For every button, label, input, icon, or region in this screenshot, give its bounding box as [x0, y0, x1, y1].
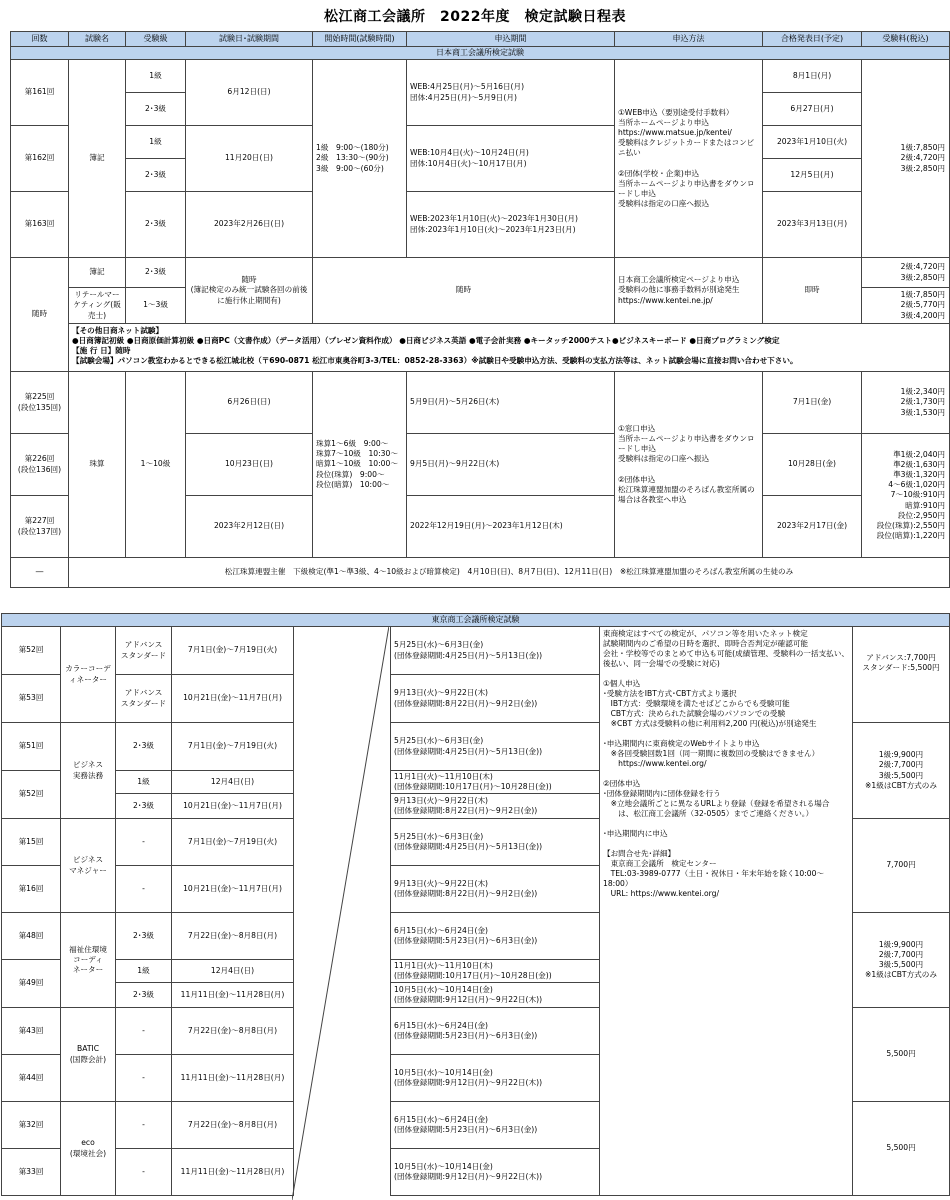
tosho-schedule-table [1, 613, 950, 1196]
other-exams-venue: 【試験会場】パソコン教室わかるとできる松江城北校（〒690-0871 松江市東奥谷町3-3/TEL：0852-28-3363）※試験日や受験申込方法、受験料の支払方法等は、ネット試験会場に直接お問い合わせ下さい。 [72, 356, 798, 366]
period-cell: WEB:2023年1月10日(火)～2023年1月30日(月) 団体:2023年1月10日(火)～2023年1月23日(月) [407, 192, 615, 258]
round-cell: 第53回 [2, 675, 61, 723]
pass-date-cell: 7月1日(金) [763, 372, 862, 434]
start-time-cell: 随時 [313, 258, 615, 324]
nissho-schedule-table [10, 31, 950, 588]
exam-date-cell: 11月11日(金)～11月28日(月) [172, 1149, 294, 1196]
fee-cell: 1級:7,850円 2級:5,770円 3級:4,200円 [862, 288, 950, 324]
grade-cell: - [116, 1102, 172, 1149]
pass-date-cell: 即時 [763, 258, 862, 324]
grade-cell: 2･3級 [116, 723, 172, 771]
table-row [11, 126, 950, 159]
round-cell: 第52回 [2, 771, 61, 819]
grade-cell: 2･3級 [126, 258, 186, 288]
header-exam-date: 試験日･試験期間 [186, 32, 313, 47]
period-cell: 2022年12月19日(月)～2023年1月12日(木) [407, 496, 615, 558]
round-cell: 第44回 [2, 1055, 61, 1102]
period-cell: 9月13日(火)～9月22日(木) (団体登録期間:8月22日(月)～9月2日(金)) [391, 794, 600, 819]
method-cell: ①WEB申込（要別途受付手数料） 当所ホームページより申込 https://www.matsue.jp/kentei/ 受験料はクレジットカードまたはコンビニ払い ②団体(学校・企業)申込 当所ホームページより申込書をダウンロードし申込 受験料は指定の口座へ振込 [615, 60, 763, 258]
exam-name-cell: BATIC (国際会計) [61, 1008, 116, 1102]
round-cell: 第48回 [2, 913, 61, 960]
round-cell: 第16回 [2, 866, 61, 913]
exam-date-cell: 10月23日(日) [186, 434, 313, 496]
other-exams-date: 【施 行 日】随時 [72, 346, 131, 356]
table-row [11, 558, 950, 588]
start-time-cell: 珠算1～6級 9:00～ 珠算7～10級 10:30～ 暗算1～10級 10:00～ 段位(珠算) 9:00～ 段位(暗算) 10:00～ [313, 372, 407, 558]
pass-date-cell: 2023年1月10日(火) [763, 126, 862, 159]
pass-date-cell: 10月28日(金) [763, 434, 862, 496]
exam-date-cell: 6月26日(日) [186, 372, 313, 434]
pass-date-cell: 2023年2月17日(金) [763, 496, 862, 558]
method-cell: 日本商工会議所検定ページより申込 受験料の他に事務手数料が別途発生 https://www.kentei.ne.jp/ [615, 258, 763, 324]
start-time-cell: 1級 9:00～(180分) 2級 13:30～(90分) 3級 9:00～(60分) [313, 60, 407, 258]
exam-date-cell: 11月11日(金)～11月28日(月) [172, 1055, 294, 1102]
grade-cell: 1～3級 [126, 288, 186, 324]
grade-cell: アドバンス スタンダード [116, 627, 172, 675]
grade-cell: アドバンス スタンダード [116, 675, 172, 723]
fee-cell: 5,500円 [853, 1008, 950, 1102]
table-row [2, 627, 950, 675]
grade-cell: 1級 [126, 60, 186, 93]
exam-date-cell: 11月11日(金)～11月28日(月) [172, 983, 294, 1008]
header-pass-date: 合格発表日(予定) [763, 32, 862, 47]
exam-date-cell: 7月1日(金)～7月19日(火) [172, 723, 294, 771]
header-start-time: 開始時間(試験時間) [313, 32, 407, 47]
exam-date-cell: 7月1日(金)～7月19日(火) [172, 819, 294, 866]
round-cell: 第43回 [2, 1008, 61, 1055]
round-cell: 第32回 [2, 1102, 61, 1149]
exam-date-cell: 2023年2月12日(日) [186, 496, 313, 558]
exam-date-cell: 随時 (簿記検定のみ統一試験各回の前後に施行休止期間有) [186, 258, 313, 324]
round-cell: 第225回 (段位135回) [11, 372, 69, 434]
fee-cell: 準1級:2,040円 準2級:1,630円 準3級:1,320円 4～6級:1,020円 7～10級:910円 暗算:910円 段位:2,950円 段位(珠算):2,550円 段位(暗算):1,220円 [862, 434, 950, 558]
grade-cell: 2･3級 [116, 913, 172, 960]
exam-date-cell: 7月22日(金)～8月8日(月) [172, 1102, 294, 1149]
period-cell: 11月1日(火)～11月10日(木) (団体登録期間:10月17日(月)～10月28日(金)) [391, 771, 600, 794]
round-cell: 第161回 [11, 60, 69, 126]
section-band-tosho: 東京商工会議所検定試験 [2, 614, 950, 627]
page-title: 松江商工会議所 2022年度 検定試験日程表 [324, 9, 626, 25]
method-cell: ①窓口申込 当所ホームページより申込書をダウンロードし申込 受験料は指定の口座へ振込 ②団体申込 松江珠算連盟加盟のそろばん教室所属の場合は各教室へ申込 [615, 372, 763, 558]
exam-date-cell: 11月20日(日) [186, 126, 313, 192]
grade-cell: 2･3級 [116, 794, 172, 819]
grade-cell: - [116, 1149, 172, 1196]
grade-cell: 1級 [116, 771, 172, 794]
other-exams-list: ●日商簿記初級 ●日商原価計算初級 ●日商PC（文書作成）（データ活用）（プレゼン資料作成） ●日商ビジネス英語 ●電子会計実務 ●キータッチ2000テスト●ビジネスキーボード ●日商プログラミング検定 [72, 336, 780, 346]
grade-cell: - [116, 1055, 172, 1102]
exam-date-cell: 7月1日(金)～7月19日(火) [172, 627, 294, 675]
header-round: 回数 [11, 32, 69, 47]
round-cell: 随時 [11, 258, 69, 372]
start-time-cell-blank [294, 627, 391, 1196]
period-cell: 6月15日(水)～6月24日(金) (団体登録期間:5月23日(月)～6月3日(金)) [391, 913, 600, 960]
exam-name-cell: 福祉住環境 コーディ ネーター [61, 913, 116, 1008]
grade-cell: - [116, 1008, 172, 1055]
period-cell: 10月5日(水)～10月14日(金) (団体登録期間:9月12日(月)～9月22日(木)) [391, 1055, 600, 1102]
period-cell: 11月1日(火)～11月10日(木) (団体登録期間:10月17日(月)～10月28日(金)) [391, 960, 600, 983]
round-cell: 第226回 (段位136回) [11, 434, 69, 496]
fee-cell: 1級:2,340円 2級:1,730円 3級:1,530円 [862, 372, 950, 434]
round-cell: 第227回 (段位137回) [11, 496, 69, 558]
pass-date-cell: 8月1日(月) [763, 60, 862, 93]
round-cell: 第52回 [2, 627, 61, 675]
table-row [11, 192, 950, 258]
pass-date-cell: 6月27日(月) [763, 93, 862, 126]
exam-date-cell: 6月12日(日) [186, 60, 313, 126]
pass-date-cell: 2023年3月13日(月) [763, 192, 862, 258]
round-cell: 第51回 [2, 723, 61, 771]
period-cell: 9月5日(月)～9月22日(木) [407, 434, 615, 496]
fee-cell: 1級:9,900円 2級:7,700円 3級:5,500円 ※1級はCBT方式のみ [853, 723, 950, 819]
round-cell: 第162回 [11, 126, 69, 192]
period-cell: 6月15日(水)～6月24日(金) (団体登録期間:5月23日(月)～6月3日(金)) [391, 1008, 600, 1055]
grade-cell: 2･3級 [126, 159, 186, 192]
period-cell: 10月5日(水)～10月14日(金) (団体登録期間:9月12日(月)～9月22日(木)) [391, 1149, 600, 1196]
exam-date-cell: 2023年2月26日(日) [186, 192, 313, 258]
grade-cell: - [116, 819, 172, 866]
exam-name-cell: カラーコーディネーター [61, 627, 116, 723]
period-cell: 10月5日(水)～10月14日(金) (団体登録期間:9月12日(月)～9月22日(木)) [391, 983, 600, 1008]
round-cell: 第163回 [11, 192, 69, 258]
exam-date-cell: 7月22日(金)～8月8日(月) [172, 913, 294, 960]
exam-date-cell: 10月21日(金)～11月7日(月) [172, 675, 294, 723]
exam-date-cell: 7月22日(金)～8月8日(月) [172, 1008, 294, 1055]
exam-date-cell: 12月4日(日) [172, 960, 294, 983]
grade-cell: - [116, 866, 172, 913]
grade-cell: 2･3級 [116, 983, 172, 1008]
period-cell: WEB:4月25日(月)～5月16日(月) 団体:4月25日(月)～5月9日(月) [407, 60, 615, 126]
other-exams-title: 【その他日商ネット試験】 [72, 326, 164, 335]
header-grade: 受験級 [126, 32, 186, 47]
round-cell: 第49回 [2, 960, 61, 1008]
section-band-nissho: 日本商工会議所検定試験 [11, 47, 950, 60]
exam-name-cell: ビジネス マネジャー [61, 819, 116, 913]
grade-cell: 1～10級 [126, 372, 186, 558]
exam-name-cell: 珠算 [69, 372, 126, 558]
period-cell: 5月9日(月)～5月26日(木) [407, 372, 615, 434]
table-row [11, 324, 950, 372]
table-row [11, 258, 950, 288]
exam-name-cell: 簿記 [69, 60, 126, 258]
fee-cell: 1級:9,900円 2級:7,700円 3級:5,500円 ※1級はCBT方式のみ [853, 913, 950, 1008]
header-application-period: 申込期間 [407, 32, 615, 47]
table-row [11, 372, 950, 434]
fee-cell: 2級:4,720円 3級:2,850円 [862, 258, 950, 288]
period-cell: 5月25日(水)～6月3日(金) (団体登録期間:4月25日(月)～5月13日(金)) [391, 723, 600, 771]
grade-cell: 2･3級 [126, 192, 186, 258]
exam-name-cell: eco (環境社会) [61, 1102, 116, 1196]
period-cell: 5月25日(水)～6月3日(金) (団体登録期間:4月25日(月)～5月13日(金)) [391, 627, 600, 675]
pass-date-cell: 12月5日(月) [763, 159, 862, 192]
soroban-lower-grade-note: 松江珠算連盟主催 下級検定(準1～準3級、4～10級および暗算検定) 4月10日(日)、8月7日(日)、12月11日(日) ※松江珠算連盟加盟のそろばん教室所属の生徒のみ [69, 558, 950, 588]
exam-name-cell: ビジネス 実務法務 [61, 723, 116, 819]
header-application-method: 申込方法 [615, 32, 763, 47]
period-cell: 6月15日(水)～6月24日(金) (団体登録期間:5月23日(月)～6月3日(金)) [391, 1102, 600, 1149]
exam-date-cell: 12月4日(日) [172, 771, 294, 794]
period-cell: 5月25日(水)～6月3日(金) (団体登録期間:4月25日(月)～5月13日(金)) [391, 819, 600, 866]
fee-cell: アドバンス:7,700円 スタンダード:5,500円 [853, 627, 950, 723]
other-net-exams-note [69, 324, 950, 372]
period-cell: 9月13日(火)～9月22日(木) (団体登録期間:8月22日(月)～9月2日(金)) [391, 866, 600, 913]
grade-cell: 1級 [126, 126, 186, 159]
fee-cell: 5,500円 [853, 1102, 950, 1196]
table-row [11, 60, 950, 93]
grade-cell: 2･3級 [126, 93, 186, 126]
fee-cell: 1級:7,850円 2級:4,720円 3級:2,850円 [862, 60, 950, 258]
period-cell: WEB:10月4日(火)～10月24日(月) 団体:10月4日(火)～10月17日(月) [407, 126, 615, 192]
exam-name-cell: リテールマーケティング(販売士) [69, 288, 126, 324]
round-cell: 第15回 [2, 819, 61, 866]
exam-date-cell: 10月21日(金)～11月7日(月) [172, 794, 294, 819]
exam-name-cell: 簿記 [69, 258, 126, 288]
header-row [11, 32, 950, 47]
round-cell: 第33回 [2, 1149, 61, 1196]
header-exam-name: 試験名 [69, 32, 126, 47]
fee-cell: 7,700円 [853, 819, 950, 913]
grade-cell: 1級 [116, 960, 172, 983]
dash-cell: ― [11, 558, 69, 588]
exam-date-cell: 10月21日(金)～11月7日(月) [172, 866, 294, 913]
tosho-method-cell: 東商検定はすべての検定が、パソコン等を用いたネット検定 試験期間内のご希望の日時を選択、即時合否判定が確認可能 会社・学校等でのまとめて申込も可能(成績管理、受験料の一括支払い、後払い、同一会場での受験に対応) ①個人申込 ･受験方法をIBT方式･CBT方式より選択 IBT方式：受験環境を満たせばどこからでも受験可能 CBT方式：決められた試験会場のパソコンでの受験 ※CBT 方式は受験料の他に利用料2,200 円(税込)が別途発生 ･申込期間内に東商検定のWebサイトより申込 ※各回受験回数1回（同一期間に複数回の受験はできません） https://www.kentei.org/ ②団体申込 ･団体登録期間内に団体登録を行う ※立地会議所ごとに異なるURLより登録（登録を希望される場合 は、松江商工会議所（32-0505）までご連絡ください。） ･申込期間内に申込 【お問合せ先･詳細】 東京商工会議所 検定センター TEL:03-3989-0777（土日・祝休日・年末年始を除く10:00～18:00） URL: https://www.kentei.org/ [600, 627, 853, 1196]
period-cell: 9月13日(火)～9月22日(木) (団体登録期間:8月22日(月)～9月2日(金)) [391, 675, 600, 723]
header-fee: 受験料(税込) [862, 32, 950, 47]
